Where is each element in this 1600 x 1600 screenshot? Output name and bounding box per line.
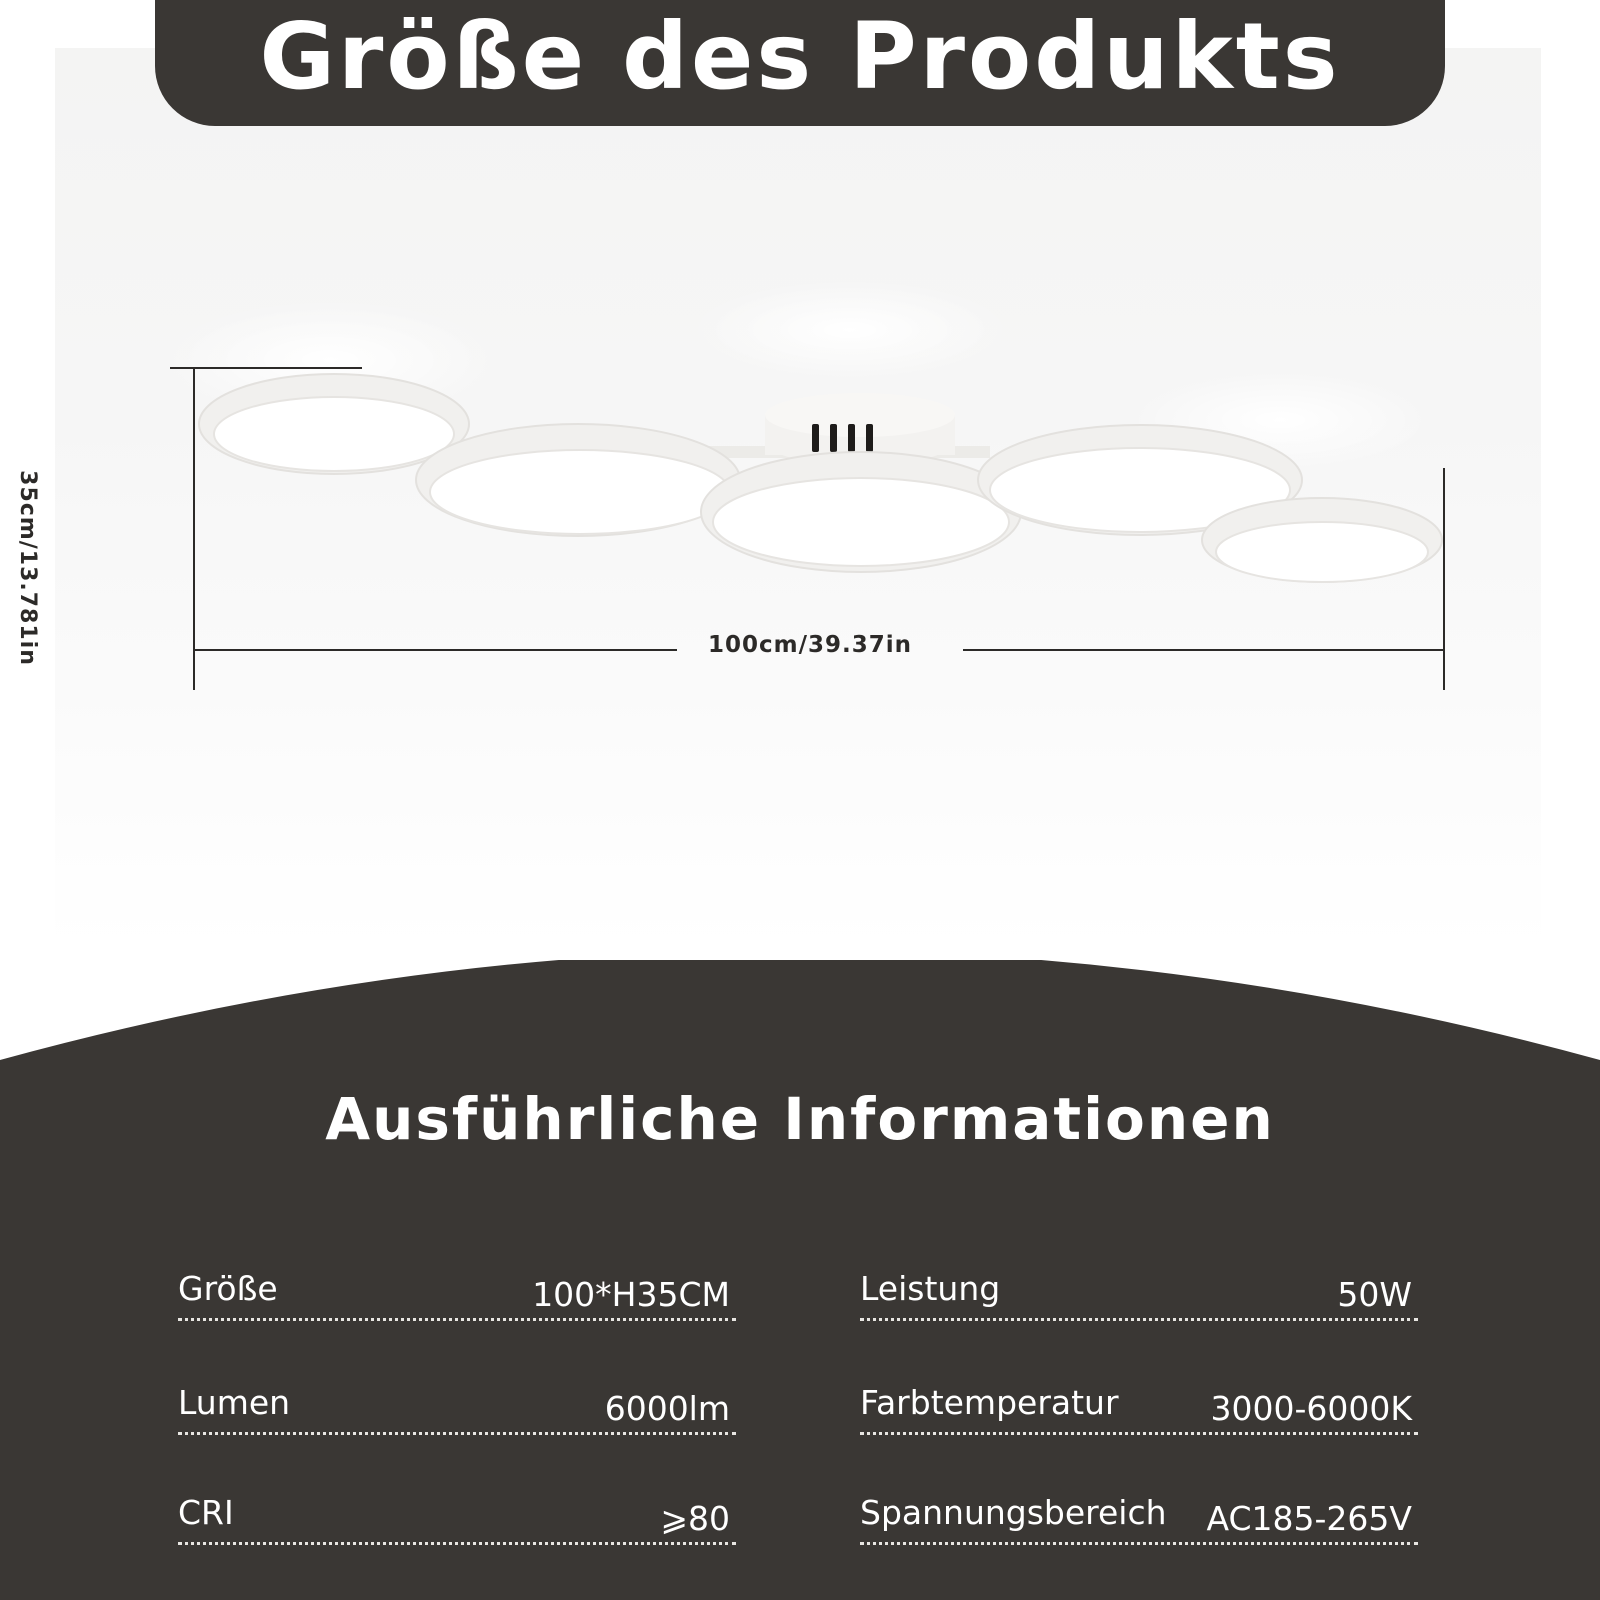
spec-value: 100*H35CM [532, 1275, 730, 1314]
spec-label: Größe [178, 1269, 278, 1308]
height-dimension-label: 35cm/13.781in [15, 470, 40, 666]
spec-label: Lumen [178, 1383, 291, 1422]
spec-row-size [178, 1268, 736, 1321]
width-dimension-label: 100cm/39.37in [707, 632, 913, 658]
spec-row-power [860, 1268, 1418, 1321]
page-title: Größe des Produkts [259, 3, 1341, 110]
lamp-ring-2 [416, 424, 740, 536]
spec-value: 3000-6000K [1210, 1389, 1412, 1428]
spec-label: Spannungsbereich [860, 1493, 1167, 1532]
info-heading: Ausführliche Informationen [325, 1085, 1275, 1153]
spec-value: ⩾80 [660, 1499, 730, 1538]
spec-row-voltage-range [860, 1492, 1418, 1545]
spec-label: Leistung [860, 1269, 1001, 1308]
spec-label: CRI [178, 1493, 234, 1532]
lamp-ring-5 [1202, 498, 1442, 582]
spec-row-color-temperature [860, 1382, 1418, 1435]
spec-value: 6000lm [604, 1389, 730, 1428]
spec-value: AC185-265V [1206, 1499, 1412, 1538]
lamp-ring-3 [701, 452, 1021, 572]
spec-label: Farbtemperatur [860, 1383, 1119, 1422]
spec-row-lumen [178, 1382, 736, 1435]
spec-value: 50W [1337, 1275, 1412, 1314]
spec-row-cri [178, 1492, 736, 1545]
